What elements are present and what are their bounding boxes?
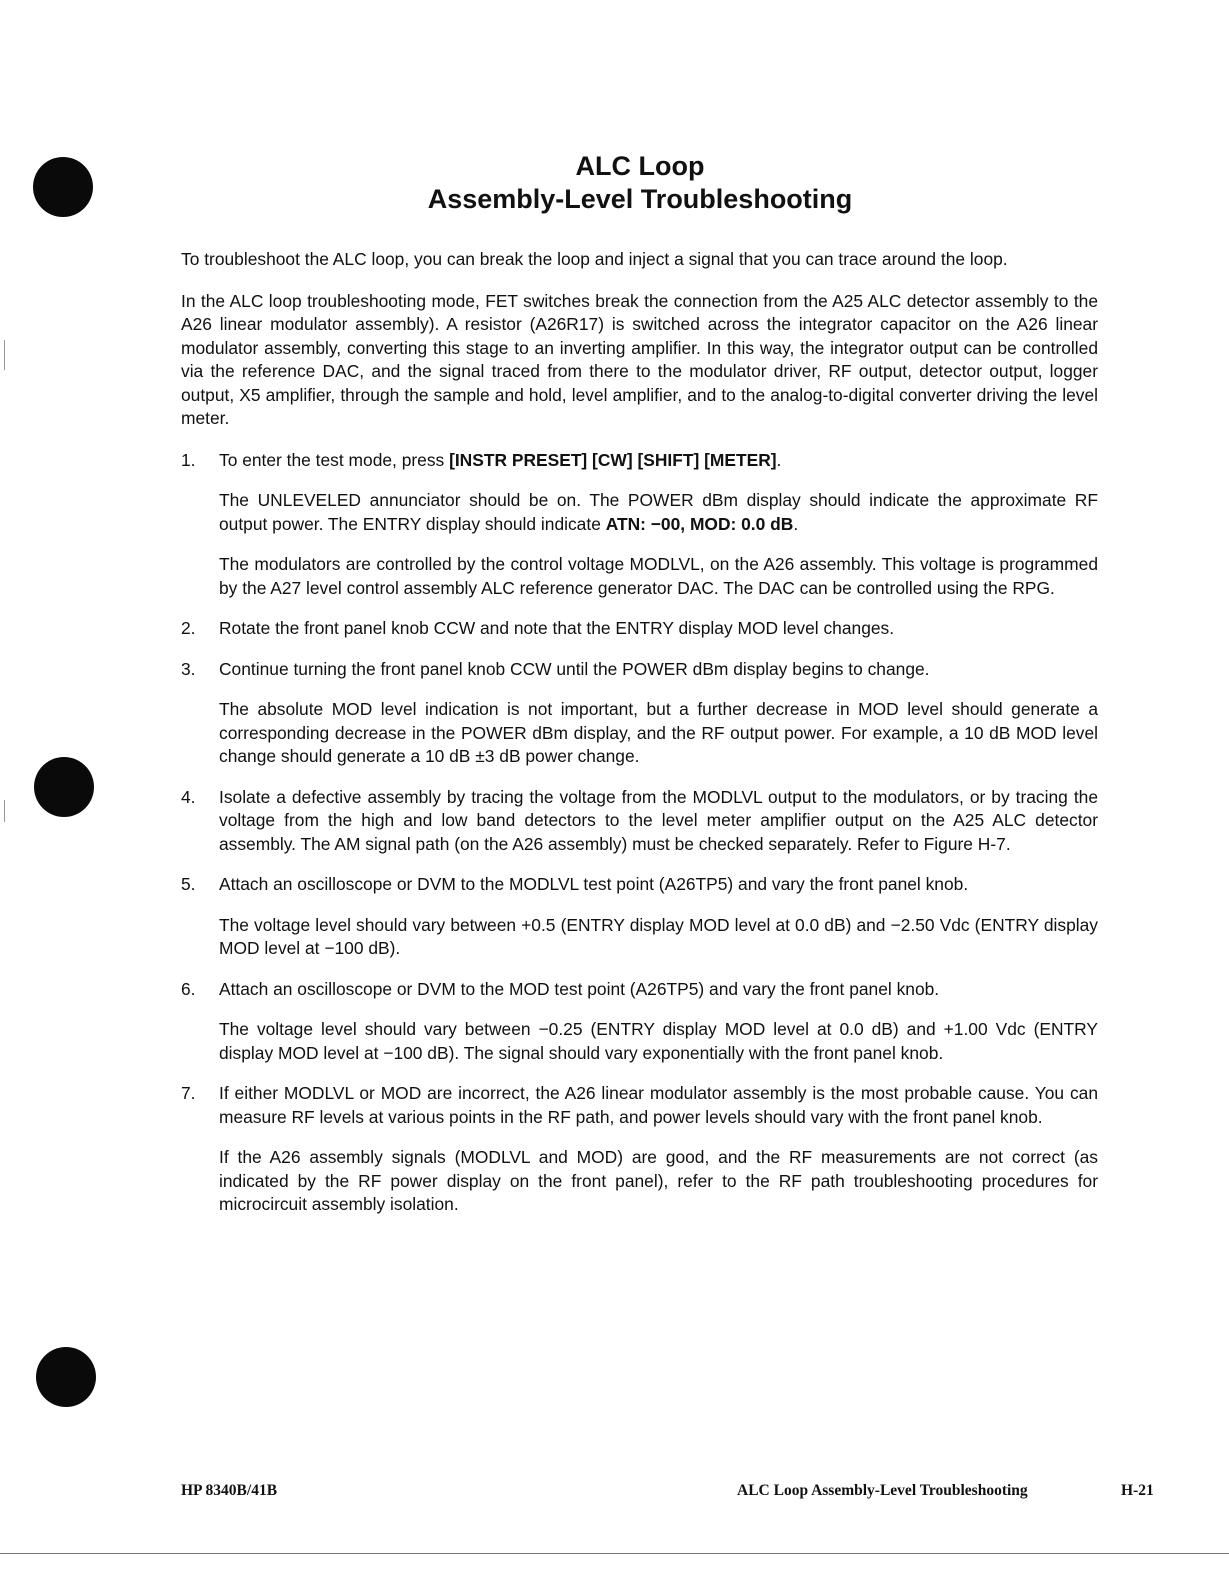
step-5	[181, 873, 1098, 961]
page-bottom-rule	[0, 1553, 1229, 1554]
step-note: The voltage level should vary between −0.25 (ENTRY display MOD level at 0.0 dB) and +1.00 Vdc (ENTRY display MOD level at −100 dB). The signal should vary exponentially with the front panel knob.	[219, 1019, 1098, 1063]
punch-hole	[36, 1347, 96, 1407]
step-number: 1.	[181, 449, 196, 470]
step-text: Attach an oscilloscope or DVM to the MOD test point (A26TP5) and vary the front panel knob.	[219, 978, 940, 999]
scan-mark	[4, 340, 5, 370]
footer-section-title: ALC Loop Assembly-Level Troubleshooting	[737, 1482, 1028, 1499]
intro-paragraph-1: To troubleshoot the ALC loop, you can break the loop and inject a signal that you can trace around the loop.	[181, 249, 1008, 269]
procedure-steps	[181, 449, 1098, 1217]
step-3	[181, 658, 1098, 769]
intro-paragraph-2: In the ALC loop troubleshooting mode, FET switches break the connection from the A25 ALC detector assembly to the A26 linear modulator assembly). A resistor (A26R17) is switched across the integrator capacitor on the A26 linear modulator assembly, converting this stage to an inverting amplifier. In this way, the integrator output can be controlled via the reference DAC, and the signal traced from there to the modulator driver, RF output, detector output, logger output, X5 amplifier, through the sample and hold, level amplifier, and to the analog-to-digital converter driving the level meter.	[181, 290, 1098, 428]
footer-page-number: H-21	[1121, 1482, 1154, 1499]
scan-mark	[4, 800, 5, 822]
step-note: The absolute MOD level indication is not important, but a further decrease in MOD level should generate a corresponding decrease in the POWER dBm display, and the RF output power. For example, a 10 dB MOD level change should generate a 10 dB ±3 dB power change.	[219, 699, 1098, 766]
title-line-2: Assembly-Level Troubleshooting	[427, 184, 853, 214]
footer-model: HP 8340B/41B	[181, 1482, 278, 1499]
step-text: Isolate a defective assembly by tracing the voltage from the MODLVL output to the modulators, or by tracing the voltage from the high and low band detectors to the level meter amplifier output on the A25 ALC detector assembly. The AM signal path (on the A26 assembly) must be checked separately. Refer to Figure H-7.	[219, 786, 1098, 854]
step-number: 3.	[181, 658, 196, 679]
step-text: If either MODLVL or MOD are incorrect, the A26 linear modulator assembly is the most probable cause. You can measure RF levels at various points in the RF path, and power levels should vary with the front panel knob.	[219, 1083, 1098, 1127]
step-number: 2.	[181, 618, 196, 638]
step-4	[181, 786, 1098, 857]
step-text: To enter the test mode, press [INSTR PRESET] [CW] [SHIFT] [METER].	[219, 449, 782, 470]
step-number: 7.	[181, 1083, 196, 1103]
step-note: The voltage level should vary between +0.5 (ENTRY display MOD level at 0.0 dB) and −2.50 Vdc (ENTRY display MOD level at −100 dB).	[219, 914, 1098, 958]
document-body	[181, 248, 1098, 1234]
title-line-1: ALC Loop	[575, 151, 705, 181]
punch-hole	[34, 757, 94, 817]
step-text: Rotate the front panel knob CCW and note that the ENTRY display MOD level changes.	[219, 618, 895, 638]
step-text: Attach an oscilloscope or DVM to the MODLVL test point (A26TP5) and vary the front panel knob.	[219, 874, 969, 894]
entry-display-value: ATN: −00, MOD: 0.0 dB	[605, 513, 794, 534]
step-1	[181, 449, 1098, 601]
step-note: The UNLEVELED annunciator should be on. The POWER dBm display should indicate the approximate RF output power. The ENTRY display should indicate ATN: −00, MOD: 0.0 dB.	[219, 490, 1098, 534]
step-text: Continue turning the front panel knob CCW until the POWER dBm display begins to change.	[219, 658, 930, 679]
page-title	[0, 150, 1229, 216]
step-note: If the A26 assembly signals (MODLVL and MOD) are good, and the RF measurements are not correct (as indicated by the RF power display on the front panel), refer to the RF path troubleshooting procedures for microcircuit assembly isolation.	[219, 1147, 1098, 1214]
step-7	[181, 1082, 1098, 1217]
step-6	[181, 978, 1098, 1066]
step-2	[181, 617, 1098, 641]
step-number: 4.	[181, 786, 196, 807]
key-sequence: [INSTR PRESET] [CW] [SHIFT] [METER]	[449, 449, 777, 470]
step-number: 5.	[181, 874, 196, 894]
step-note: The modulators are controlled by the control voltage MODLVL, on the A26 assembly. This voltage is programmed by the A27 level control assembly ALC reference generator DAC. The DAC can be controlled using the RPG.	[219, 554, 1098, 598]
step-number: 6.	[181, 978, 196, 999]
